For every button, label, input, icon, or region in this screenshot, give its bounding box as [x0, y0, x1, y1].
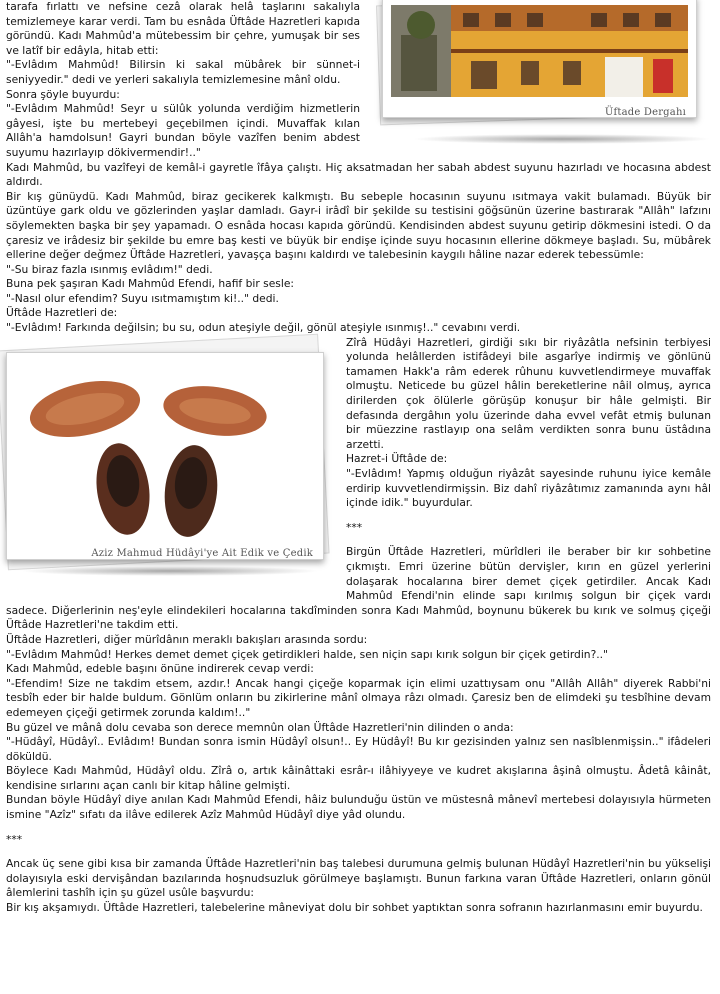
- paragraph: "-Evlâdım Mahmûd! Herkes demet demet çiçek getirdikleri halde, sen niçin sapı kırık solgun bir çiçek getirdin?..": [6, 647, 608, 661]
- shoes-caption: Aziz Mahmud Hüdâyi'ye Ait Edik ve Çedik: [91, 548, 313, 560]
- paragraph: Sonra şöyle buyurdu:: [6, 87, 120, 101]
- paragraph: Bu güzel ve mânâ dolu cevaba son derece memnûn olan Üftâde Hazretleri'nin dilinden o anda:: [6, 720, 514, 734]
- paragraph: Bundan böyle Hüdâyî diye anılan Kadı Mahmûd Efendi, hâiz bulunduğu üstün ve müstesnâ mânevî mertebesi dolayısıyla hürmeten ismine "Azîz" sıfatı da ilâve edilerek Azîz Mahmûd Hüdâyî diye yâd olundu.: [6, 793, 711, 822]
- paragraph: Kadı Mahmûd, bu vazîfeyi de kemâl-i gayretle îfâya çalıştı. Hiç aksatmadan her sabah abdest suyunu hazırladı ve hocasına abdest aldırdı.: [6, 160, 711, 189]
- paragraph: tarafa fırlattı ve nefsine cezâ olarak helâ taşlarını sakalıyla temizlemeye karar verdi. Tam bu esnâda Üftâde Hazretleri kapıda göründü. Kadı Mahmûd'a mütebessim bir çehre, yumuşak bir ses ve latîf bir edâyla, hitab etti:: [6, 0, 360, 57]
- dergah-building-image: [391, 5, 688, 97]
- dergah-caption: Üftade Dergahı: [604, 106, 686, 118]
- paragraph: "-Nasıl olur efendim? Suyu ısıtmamıştım ki!.." dedi.: [6, 291, 279, 305]
- paragraph: "-Evlâdım! Yapmış olduğun riyâzât sayesinde ruhunu iyice kemâle erdirip kuvvetlendirmişsin. Biz dahî riyâzâtımız zamanında aynı hâl içinde idik." buyurdular.: [346, 467, 711, 510]
- paragraph: "-Su biraz fazla ısınmış evlâdım!" dedi.: [6, 262, 213, 276]
- paragraph: Böylece Kadı Mahmûd, Hüdâyî oldu. Zîrâ o, artık kâinâttaki esrâr-ı ilâhiyyeye ve kudret akışlarına âşinâ olmuştu. Âdetâ kâinât, kendisine sırlarını açan canlı bir kitap hâline gelmişti.: [6, 764, 711, 792]
- paragraph: Zîrâ Hüdâyi Hazretleri, girdiği sıkı bir riyâzâtla nefsinin terbiyesi yolunda helâllerden istifâdeyi bile asgarîye indirmiş ve gönlünü tamamen Hakk'a râm ederek rûhunu kuvvetlendirmeye muvaffak olmuştu. Neticede bu güzel hâlin bereketlerine nâil olmuş, ayrıca dirilerden çok ölülerle görüşüp konuşur bir hâle gelmişti. Bir defasında dergâhın yolu üzerinde daha evvel vefât etmiş bulunan bir müezzine rastlayıp ona selâm verdikten sonra bunu üstâdına arzetti.: [346, 335, 711, 451]
- paragraph: Ancak üç sene gibi kısa bir zamanda Üftâde Hazretleri'nin baş talebesi durumuna gelmiş bulunan Hüdâyî Hazretleri'nin bu yükselişi dolayısıyla eski dervişândan bazılarında hoşnudsuzluk görülmeye başlamıştı. Bunun farkına varan Üftâde Hazretleri, onların gönül âlemlerini tashîh için şu güzel usûle başvurdu:: [6, 857, 711, 900]
- paragraph: "-Efendim! Size ne takdim etsem, azdır.! Ancak hangi çiçeğe koparmak için elimi uzattıysam onu "Allâh Allâh" diyerek Rabbi'ni tesbîh eder bir halde buldum. Gönlüm onların bu zikirlerine mânî olmaya râzı olmadı. Çaresiz ben de elimdeki şu tesbîhine devam edemeyen çiçeği getirmek zorunda kaldım!..": [6, 676, 711, 719]
- paragraph: "-Evlâdım Mahmûd! Seyr u sülûk yolunda verdiğim hizmetlerin gâyesi, işte bu mertebeyi geçebilmen içindi. Muvaffak kılan Allâh'a hamdolsun! Gayri bundan böyle vazîfen benim abdest suyumu hazırlayıp dökivermendir!..": [6, 102, 360, 159]
- paragraph: Kadı Mahmûd, edeble başını önüne indirerek cevap verdi:: [6, 662, 314, 676]
- paragraph: Buna pek şaşıran Kadı Mahmûd Efendi, hafif bir sesle:: [6, 277, 294, 291]
- paragraph: "-Evlâdım! Farkında değilsin; bu su, odun ateşiyle değil, gönül ateşiyle ısınmış!.." cevabını verdi.: [6, 321, 521, 335]
- paragraph: Bir kış günüydü. Kadı Mahmûd, biraz gecikerek kalkmıştı. Bu sebeple hocasının suyunu ısıtmaya vakit bulamadı. Büyük bir üzüntüye gark oldu ve gözlerinden yaşlar damladı. Gayr-i irâdî bir şekilde su testisini göğsünün üzerine bastırarak "Allâh" lafzını söylemekten başka bir şey yapamadı. O esnâda hocası kapıda göründü. Kendisinden abdest suyunu getirip dökmesini istedi. O da çaresiz ve irâdesiz bir şekilde bu emre baş kesti ve büyük bir endişe içinde suyu hocasının ellerine dökmeye başladı. Su, mübârek ellerine değer değmez Üftâde Hazretleri, yavaşça başını kaldırdı ve talebesinin kaygılı hâline nazar ederek tebessümle:: [6, 189, 711, 262]
- paragraph: Hazret-i Üftâde de:: [346, 452, 448, 466]
- section-separator: ***: [346, 520, 363, 534]
- paragraph: Birgün Üftâde Hazretleri, mürîdleri ile beraber bir kır sohbetine çıkmıştı. Emri üzerine bütün dervişler, kırın en güzel yerlerini dolaşarak hocalarına birer demet çiçek getirdiler. Ancak Kadı Mahmûd Efendi'nin elinde sapı kırılmış solgun bir çiçek vardı sadece. Diğerlerinin neş'eyle elindekileri hocalarına takdîminden sonra Kadı Mahmûd, boynunu bükerek bu kırık ve solmuş çiçeği Üftâde Hazretleri'ne takdim etti.: [6, 545, 711, 632]
- paragraph: Üftâde Hazretleri de:: [6, 306, 118, 320]
- paragraph: "-Hüdâyî, Hüdâyî.. Evlâdım! Bundan sonra ismin Hüdâyî olsun!.. Ey Hüdâyî! Bu kır gezisinden yalnız sen nasîblenmişsin.." ifâdeleri döküldü.: [6, 735, 711, 763]
- paragraph: "-Evlâdım Mahmûd! Bilirsin ki sakal mübârek bir sünnet-i seniyyedir." dedi ve yerleri sakalıyla temizlemesine mânî oldu.: [6, 58, 360, 86]
- shoes-photo-frame: [0, 340, 332, 588]
- article-body: [6, 0, 711, 916]
- dergah-photo-frame: [372, 0, 717, 146]
- paragraph: Üftâde Hazretleri, diğer mürîdânın meraklı bakışları arasında sordu:: [6, 632, 368, 646]
- section-separator: ***: [6, 832, 23, 846]
- shoes-image: [15, 361, 315, 539]
- paragraph: Bir kış akşamıydı. Üftâde Hazretleri, talebelerine mâneviyat dolu bir sohbet yaptıktan sonra sofranın hazırlanmasını emir buyurdu.: [6, 901, 703, 915]
